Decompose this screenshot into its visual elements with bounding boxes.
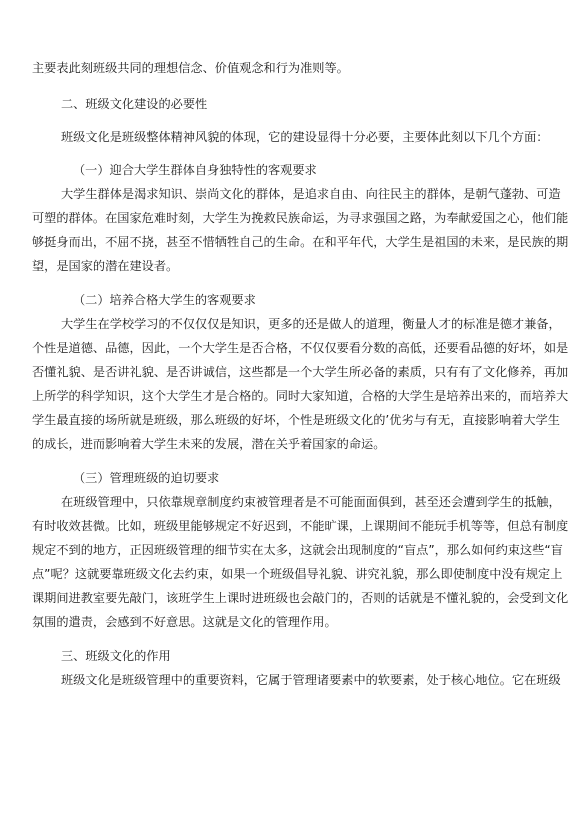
section-heading: 二、班级文化建设的必要性: [61, 97, 208, 111]
body-text-line: 氛围的遣责，会感到不好意思。这就是文化的管理作用。: [32, 615, 337, 629]
body-text-line: 主要表此刻班级共同的理想信念、价值观念和行为准则等。: [32, 61, 349, 75]
body-text-line: 够挺身而出，不屈不挠，甚至不惜牺牲自己的生命。在和平年代，大学生是祖国的未来，是民族的期: [32, 235, 569, 249]
body-text-line: 否懂礼貌、是否讲礼貌、是否讲诚信，这些都是一个大学生所必备的素质，只有有了文化修养，再加: [32, 365, 569, 379]
body-text-line: 点”呢？这就要靠班级文化去约束，如果一个班级倡导礼貌、讲究礼貌，那么即使制度中没有规定上: [32, 567, 563, 581]
body-text-line: 可塑的群体。在国家危难时刻，大学生为挽救民族命运，为寻求强国之路，为奉献爱国之心，他们能: [32, 211, 569, 225]
body-text-line: 的成长，进而影响着大学生未来的发展，潜在关乎着国家的命运。: [32, 437, 386, 451]
body-text-line: 大学生在学校学习的不仅仅仅是知识，更多的还是做人的道理，衡量人才的标准是德才兼备，: [61, 317, 561, 331]
section-heading: 三、班级文化的作用: [61, 649, 171, 663]
subsection-heading: （三）管理班级的迫切要求: [73, 471, 220, 485]
body-text-line: 在班级管理中，只依靠规章制度约束被管理者是不可能面面俱到，甚至还会遭到学生的抵触，: [61, 495, 561, 509]
body-text-line: 上所学的科学知识，这个大学生才是合格的。同时大家知道，合格的大学生是培养出来的，而培养大: [32, 389, 569, 403]
body-text-line: 班级文化是班级管理中的重要资料，它属于管理诸要素中的软要素，处于核心地位。它在班级: [61, 673, 561, 687]
body-text-line: 望，是国家的潜在建设者。: [32, 259, 179, 273]
body-text-line: 学生最直接的场所就是班级，那么班级的好坏，个性是班级文化的’优劣与有无，直接影响着大学生: [32, 413, 560, 427]
body-text-line: 大学生群体是渴求知识、崇尚文化的群体，是追求自由、向往民主的群体，是朝气蓬勃、可造: [61, 187, 561, 201]
subsection-heading: （一）迎合大学生群体自身独特性的客观要求: [73, 163, 317, 177]
subsection-heading: （二）培养合格大学生的客观要求: [73, 293, 256, 307]
body-text-line: 课期间进教室要先敲门，该班学生上课时进班级也会敲门的，否则的话就是不懂礼貌的，会受到文化: [32, 591, 569, 605]
body-text-line: 个性是道德、品德，因此，一个大学生是否合格，不仅仅要看分数的高低，还要看品德的好坏，如是: [32, 341, 569, 355]
body-text-line: 班级文化是班级整体精神风貌的体现，它的建设显得十分必要，主要体此刻以下几个方面：: [61, 130, 549, 144]
body-text-line: 规定不到的地方，正因班级管理的细节实在太多，这就会出现制度的“盲点”，那么如何约束这些“盲: [32, 543, 563, 557]
body-text-line: 有时收效甚微。比如，班级里能够规定不好迟到，不能旷课，上课期间不能玩手机等等，但总有制度: [32, 519, 569, 533]
